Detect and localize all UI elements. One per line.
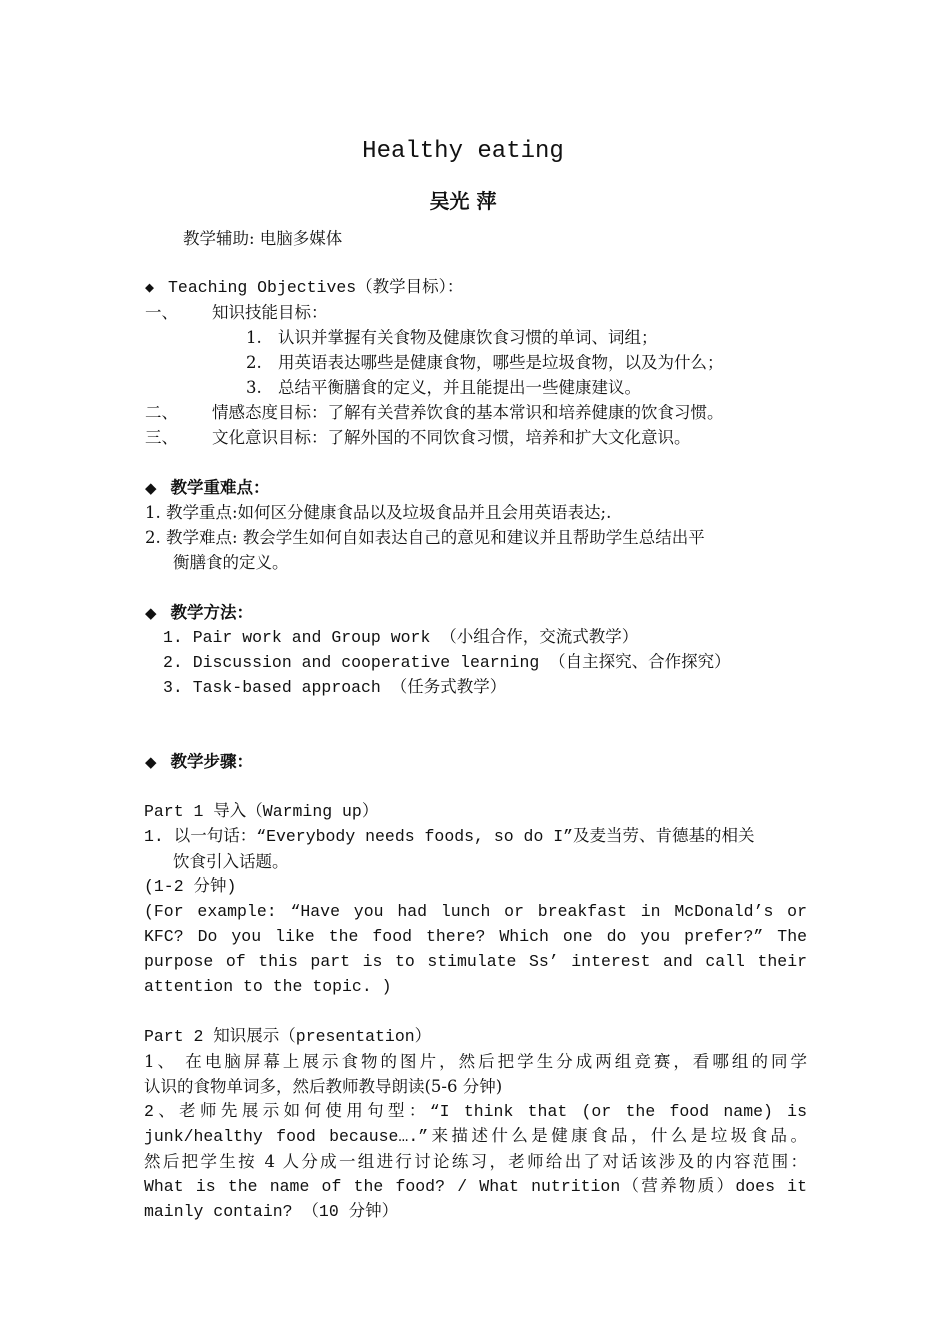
objective-item-number: 2. bbox=[246, 353, 262, 372]
key-point-item: 2. 教学难点: 教会学生如何自如表达自己的意见和建议并且帮助学生总结出平 bbox=[145, 528, 705, 547]
emotion-objective: 情感态度目标：了解有关营养饮食的基本常识和培养健康的饮食习惯。 bbox=[212, 403, 724, 422]
author-name: 吴光 萍 bbox=[429, 189, 497, 213]
methods-heading bbox=[145, 600, 253, 626]
part1-example-line: attention to the topic. ) bbox=[144, 977, 392, 996]
objective-item-text: 用英语表达哪些是健康食物，哪些是垃圾食物，以及为什么； bbox=[278, 353, 724, 372]
method-item: 2. Discussion and cooperative learning （自主探究、合作探究） bbox=[163, 653, 731, 672]
part1-example-line: (For example: “Have you had lunch or breakfast in McDonald’s or bbox=[144, 902, 807, 921]
key-point-item: 1. 教学重点:如何区分健康食品以及垃圾食品并且会用英语表达;. bbox=[145, 503, 612, 522]
part1-item: 1. 以一句话：“Everybody needs foods, so do I”及麦当劳、肯德基的相关 bbox=[144, 827, 755, 846]
part2-line: 1、 在电脑屏幕上展示食物的图片，然后把学生分成两组竞赛，看哪组的同学 bbox=[144, 1052, 807, 1071]
teaching-aid: 教学辅助: 电脑多媒体 bbox=[183, 229, 343, 248]
diamond-bullet-icon: ◆ bbox=[145, 604, 157, 622]
steps-heading-text: 教学步骤： bbox=[170, 752, 254, 771]
part1-example-line: purpose of this part is to stimulate Ss’ interest and call their bbox=[144, 952, 807, 971]
steps-heading bbox=[145, 749, 253, 775]
key-point-item-continued: 衡膳食的定义。 bbox=[173, 553, 289, 572]
part2-line: 然后把学生按 4 人分成一组进行讨论练习，老师给出了对话该涉及的内容范围： bbox=[144, 1152, 807, 1171]
method-item: 1. Pair work and Group work （小组合作，交流式教学） bbox=[163, 628, 639, 647]
objective-item-number: 3. bbox=[246, 378, 262, 397]
objective-number-3: 三、 bbox=[145, 428, 178, 447]
key-points-heading bbox=[145, 475, 270, 501]
objective-item-text: 总结平衡膳食的定义，并且能提出一些健康建议。 bbox=[278, 378, 641, 397]
diamond-bullet-icon: ◆ bbox=[145, 280, 155, 297]
part1-title: Part 1 导入（Warming up） bbox=[144, 802, 379, 821]
part1-item-continued: 饮食引入话题。 bbox=[173, 852, 289, 871]
part2-title: Part 2 知识展示（presentation） bbox=[144, 1027, 432, 1046]
part2-line: junk/healthy food because….”来描述什么是健康食品，什么是垃圾食品。 bbox=[144, 1127, 807, 1146]
diamond-bullet-icon: ◆ bbox=[145, 479, 157, 497]
part2-line: 认识的食物单词多，然后教师教导朗读(5-6 分钟) bbox=[144, 1077, 503, 1096]
part2-line: What is the name of the food? / What nutrition（营养物质）does it bbox=[144, 1177, 807, 1196]
part1-time: (1-2 分钟) bbox=[144, 877, 237, 896]
objective-number-1: 一、 bbox=[145, 303, 178, 322]
objective-number-2: 二、 bbox=[145, 403, 178, 422]
objective-item-text: 认识并掌握有关食物及健康饮食习惯的单词、词组； bbox=[278, 328, 658, 347]
key-points-heading-text: 教学重难点： bbox=[170, 478, 270, 497]
part2-line: mainly contain? （10 分钟） bbox=[144, 1202, 399, 1221]
knowledge-skill-label: 知识技能目标： bbox=[212, 303, 328, 322]
method-item: 3. Task-based approach （任务式教学） bbox=[163, 678, 507, 697]
methods-heading-text: 教学方法： bbox=[170, 603, 254, 622]
culture-objective: 文化意识目标：了解外国的不同饮食习惯，培养和扩大文化意识。 bbox=[212, 428, 691, 447]
diamond-bullet-icon: ◆ bbox=[145, 753, 157, 771]
document-title: Healthy eating bbox=[362, 138, 564, 165]
objective-item-number: 1. bbox=[246, 328, 262, 347]
part2-line: 2、老师先展示如何使用句型：“I think that (or the food name) is bbox=[144, 1102, 807, 1121]
objectives-heading bbox=[145, 275, 463, 301]
objectives-heading-text: Teaching Objectives（教学目标）： bbox=[168, 278, 464, 297]
part1-example-line: KFC? Do you like the food there? Which one do you prefer?” The bbox=[144, 927, 807, 946]
